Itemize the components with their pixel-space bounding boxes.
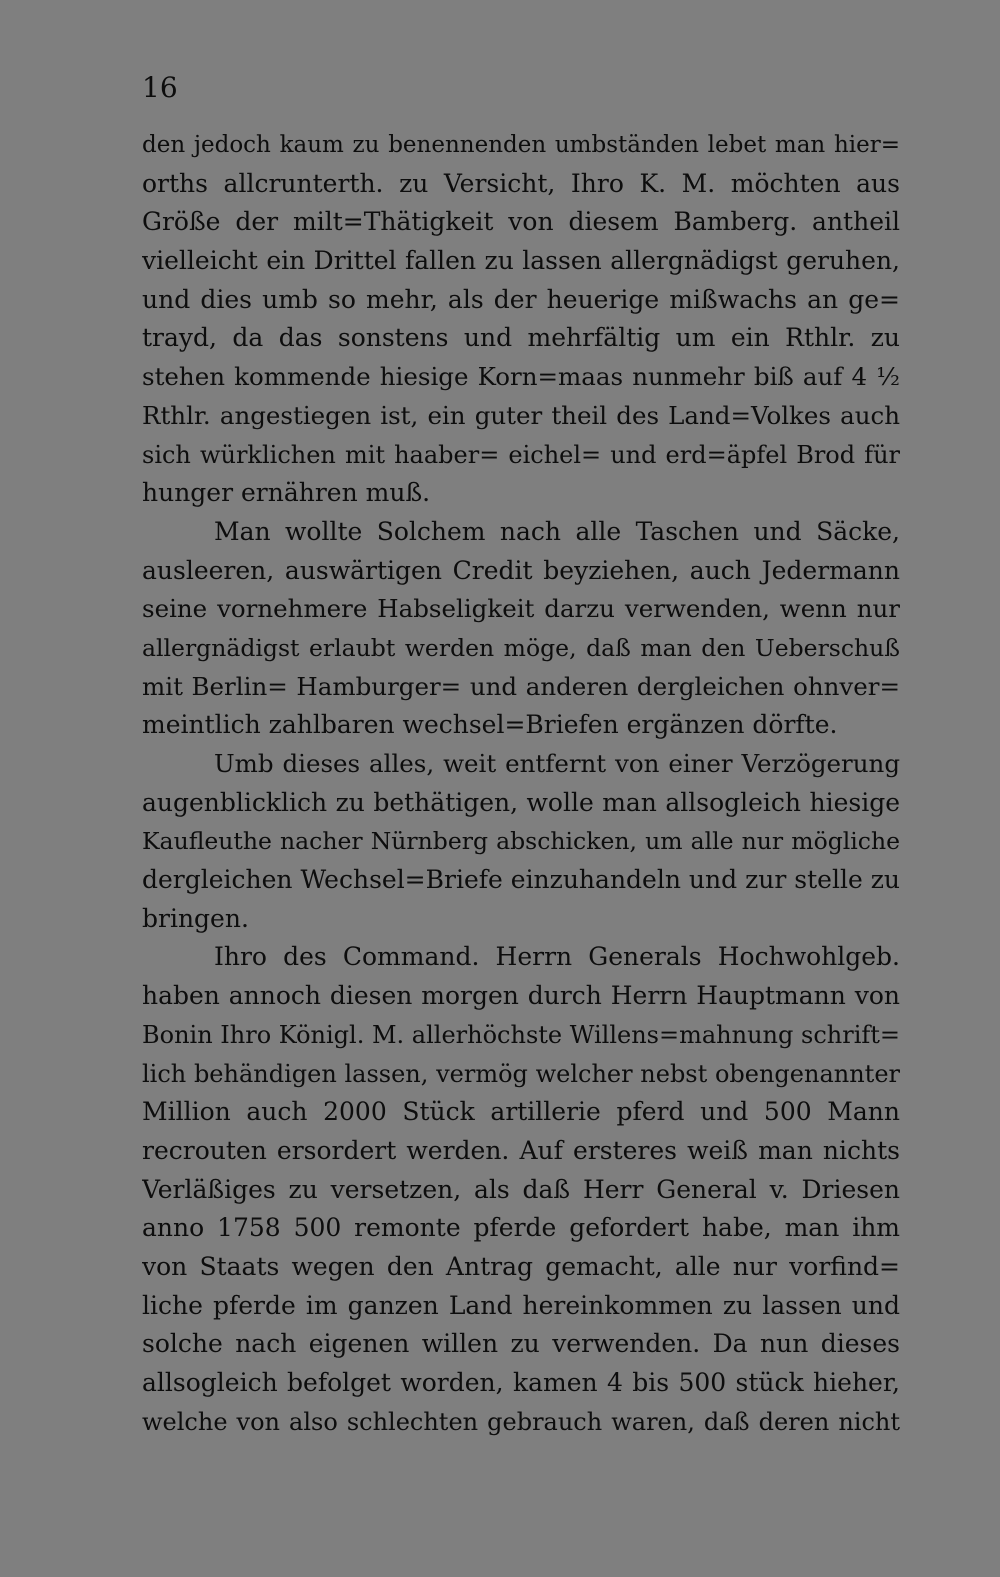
text-line: solche nach eigenen willen zu verwenden. Da nun dieses [142, 1329, 900, 1359]
text-line: Ihro des Command. Herrn Generals Hochwohlgeb. [214, 942, 900, 972]
text-line: vielleicht ein Drittel fallen zu lassen allergnädigst geruhen, [142, 246, 900, 276]
text-line: ausleeren, auswärtigen Credit beyziehen, auch Jedermann [142, 555, 900, 585]
text-line: hunger ernähren muß. [142, 478, 431, 508]
text-line: mit Berlin= Hamburger= und anderen dergleichen ohnver= [142, 671, 900, 701]
body-text [142, 126, 900, 1441]
text-line: Man wollte Solchem nach alle Taschen und Säcke, [214, 516, 900, 546]
text-line: Rthlr. angestiegen ist, ein guter theil des Land=Volkes auch [142, 400, 900, 430]
text-line: meintlich zahlbaren wechsel=Briefen ergänzen dörfte. [142, 710, 838, 740]
text-line: Verläßiges zu versetzen, als daß Herr General v. Driesen [142, 1174, 900, 1204]
text-line: dergleichen Wechsel=Briefe einzuhandeln und zur stelle zu [142, 865, 900, 895]
text-line: welche von also schlechten gebrauch waren, daß deren nicht [142, 1407, 900, 1436]
text-line: Größe der milt=Thätigkeit von diesem Bamberg. antheil [142, 207, 900, 237]
text-line: sich würklichen mit haaber= eichel= und erd=äpfel Brod für [142, 440, 900, 469]
text-line: orths allcrunterth. zu Versicht, Ihro K. M. möchten aus [142, 168, 900, 198]
page-number: 16 [142, 71, 178, 104]
text-line: den jedoch kaum zu benennenden umbständen lebet man hier= [142, 132, 900, 158]
text-line: Kaufleuthe nacher Nürnberg abschicken, um alle nur mögliche [142, 827, 900, 856]
text-line: allergnädigst erlaubt werden möge, daß man den Ueberschuß [142, 633, 900, 662]
text-line: trayd, da das sonstens und mehrfältig um ein Rthlr. zu [142, 323, 900, 353]
text-line: haben annoch diesen morgen durch Herrn Hauptmann von [142, 981, 900, 1011]
text-line: recrouten ersordert werden. Auf ersteres weiß man nichts [142, 1135, 900, 1165]
text-line: Umb dieses alles, weit entfernt von einer Verzögerung [214, 749, 900, 778]
text-line: von Staats wegen den Antrag gemacht, alle nur vorfind= [142, 1251, 900, 1281]
text-line: liche pferde im ganzen Land hereinkommen zu lassen und [142, 1290, 900, 1320]
text-line: anno 1758 500 remonte pferde gefordert habe, man ihm [142, 1213, 900, 1243]
text-line: bringen. [142, 903, 249, 933]
text-line: und dies umb so mehr, als der heuerige mißwachs an ge= [142, 284, 900, 314]
text-line: Million auch 2000 Stück artillerie pferd und 500 Mann [142, 1097, 900, 1127]
text-line: stehen kommende hiesige Korn=maas nunmehr biß auf 4 ½ [142, 362, 900, 392]
text-line: allsogleich befolget worden, kamen 4 bis 500 stück hieher, [142, 1368, 900, 1397]
text-line: Bonin Ihro Königl. M. allerhöchste Willens=mahnung schrift= [142, 1020, 900, 1049]
text-line: augenblicklich zu bethätigen, wolle man allsogleich hiesige [142, 787, 900, 817]
text-line: lich behändigen lassen, vermög welcher nebst obengenannter [142, 1059, 900, 1088]
text-line: seine vornehmere Habseligkeit darzu verwenden, wenn nur [142, 594, 900, 624]
